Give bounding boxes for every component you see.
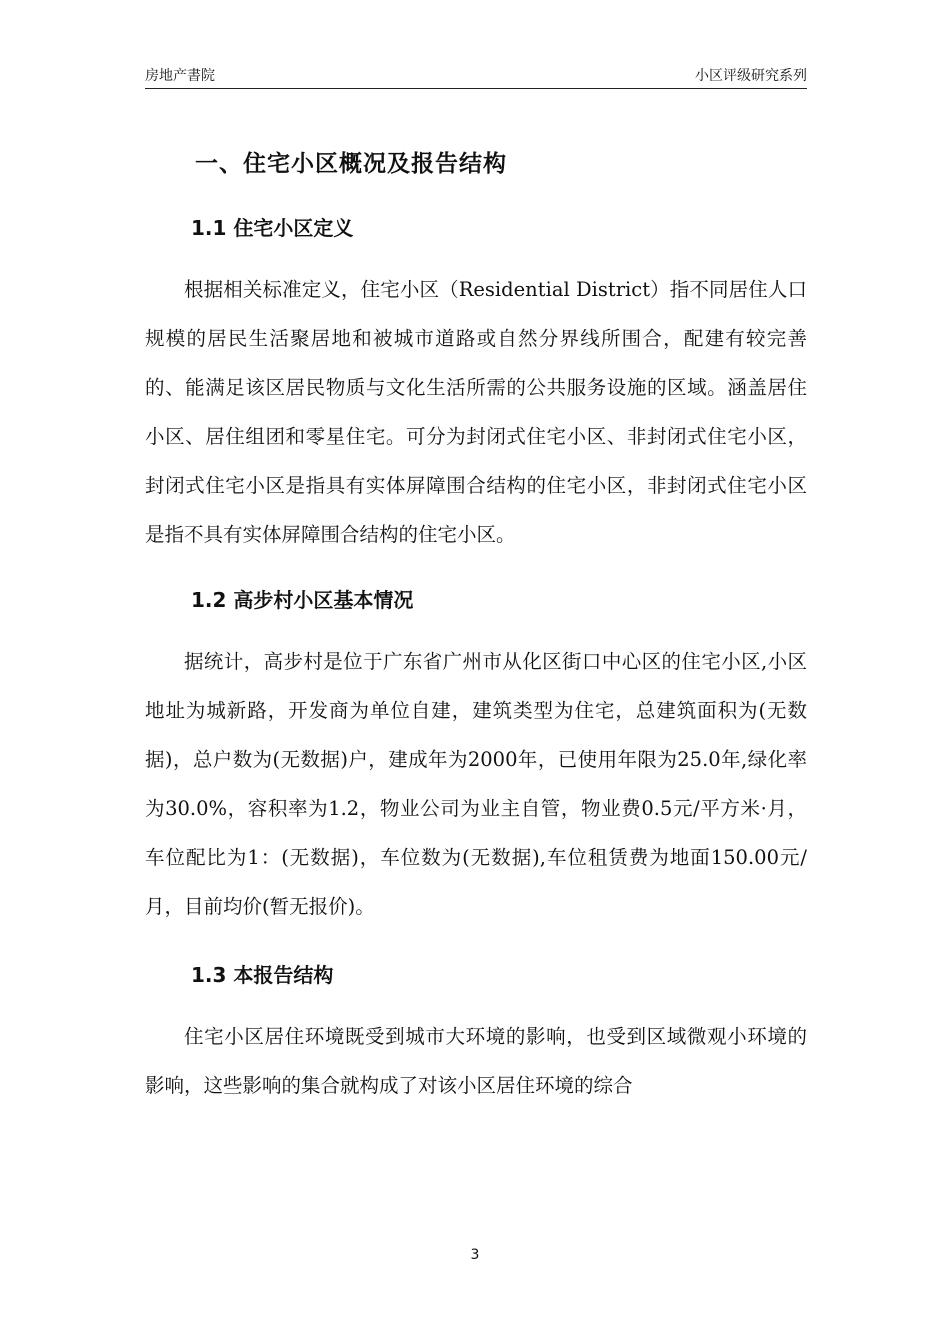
paragraph-definition: 根据相关标准定义，住宅小区（Residential District）指不同居住人口规模的居民生活聚居地和被城市道路或自然分界线所围合，配建有较完善的、能满足该区居民物质与文化生活所需的公共服务设施的区域。涵盖居住小区、居住组团和零星住宅。可分为封闭式住宅小区、非封闭式住宅小区，封闭式住宅小区是指具有实体屏障围合结构的住宅小区，非封闭式住宅小区是指不具有实体屏障围合结构的住宅小区。 bbox=[145, 278, 807, 546]
page-header bbox=[145, 66, 807, 89]
paragraph-basic-info: 据统计，高步村是位于广东省广州市从化区街口中心区的住宅小区,小区地址为城新路，开发商为单位自建，建筑类型为住宅，总建筑面积为(无数据)，总户数为(无数据)户，建成年为2000年，已使用年限为25.0年,绿化率为30.0%，容积率为1.2，物业公司为业主自管，物业费0.5元/平方米·月，车位配比为1：(无数据)，车位数为(无数据),车位租赁费为地面150.00元/月，目前均价(暂无报价)。 bbox=[145, 650, 807, 918]
chapter-title: 一、住宅小区概况及报告结构 bbox=[195, 151, 507, 177]
section-title-report-structure: 1.3 本报告结构 bbox=[191, 963, 334, 987]
section-title-definition: 1.1 住宅小区定义 bbox=[191, 216, 354, 240]
paragraph-report-structure: 住宅小区居住环境既受到城市大环境的影响，也受到区域微观小环境的影响，这些影响的集合就构成了对该小区居住环境的综合 bbox=[145, 1025, 807, 1097]
section-title-basic-info: 1.2 高步村小区基本情况 bbox=[191, 588, 414, 612]
header-publisher: 房地产書院 bbox=[145, 68, 215, 84]
document-body bbox=[145, 140, 807, 1110]
header-series-title: 小区评级研究系列 bbox=[695, 68, 807, 84]
page-number: 3 bbox=[470, 1247, 480, 1263]
